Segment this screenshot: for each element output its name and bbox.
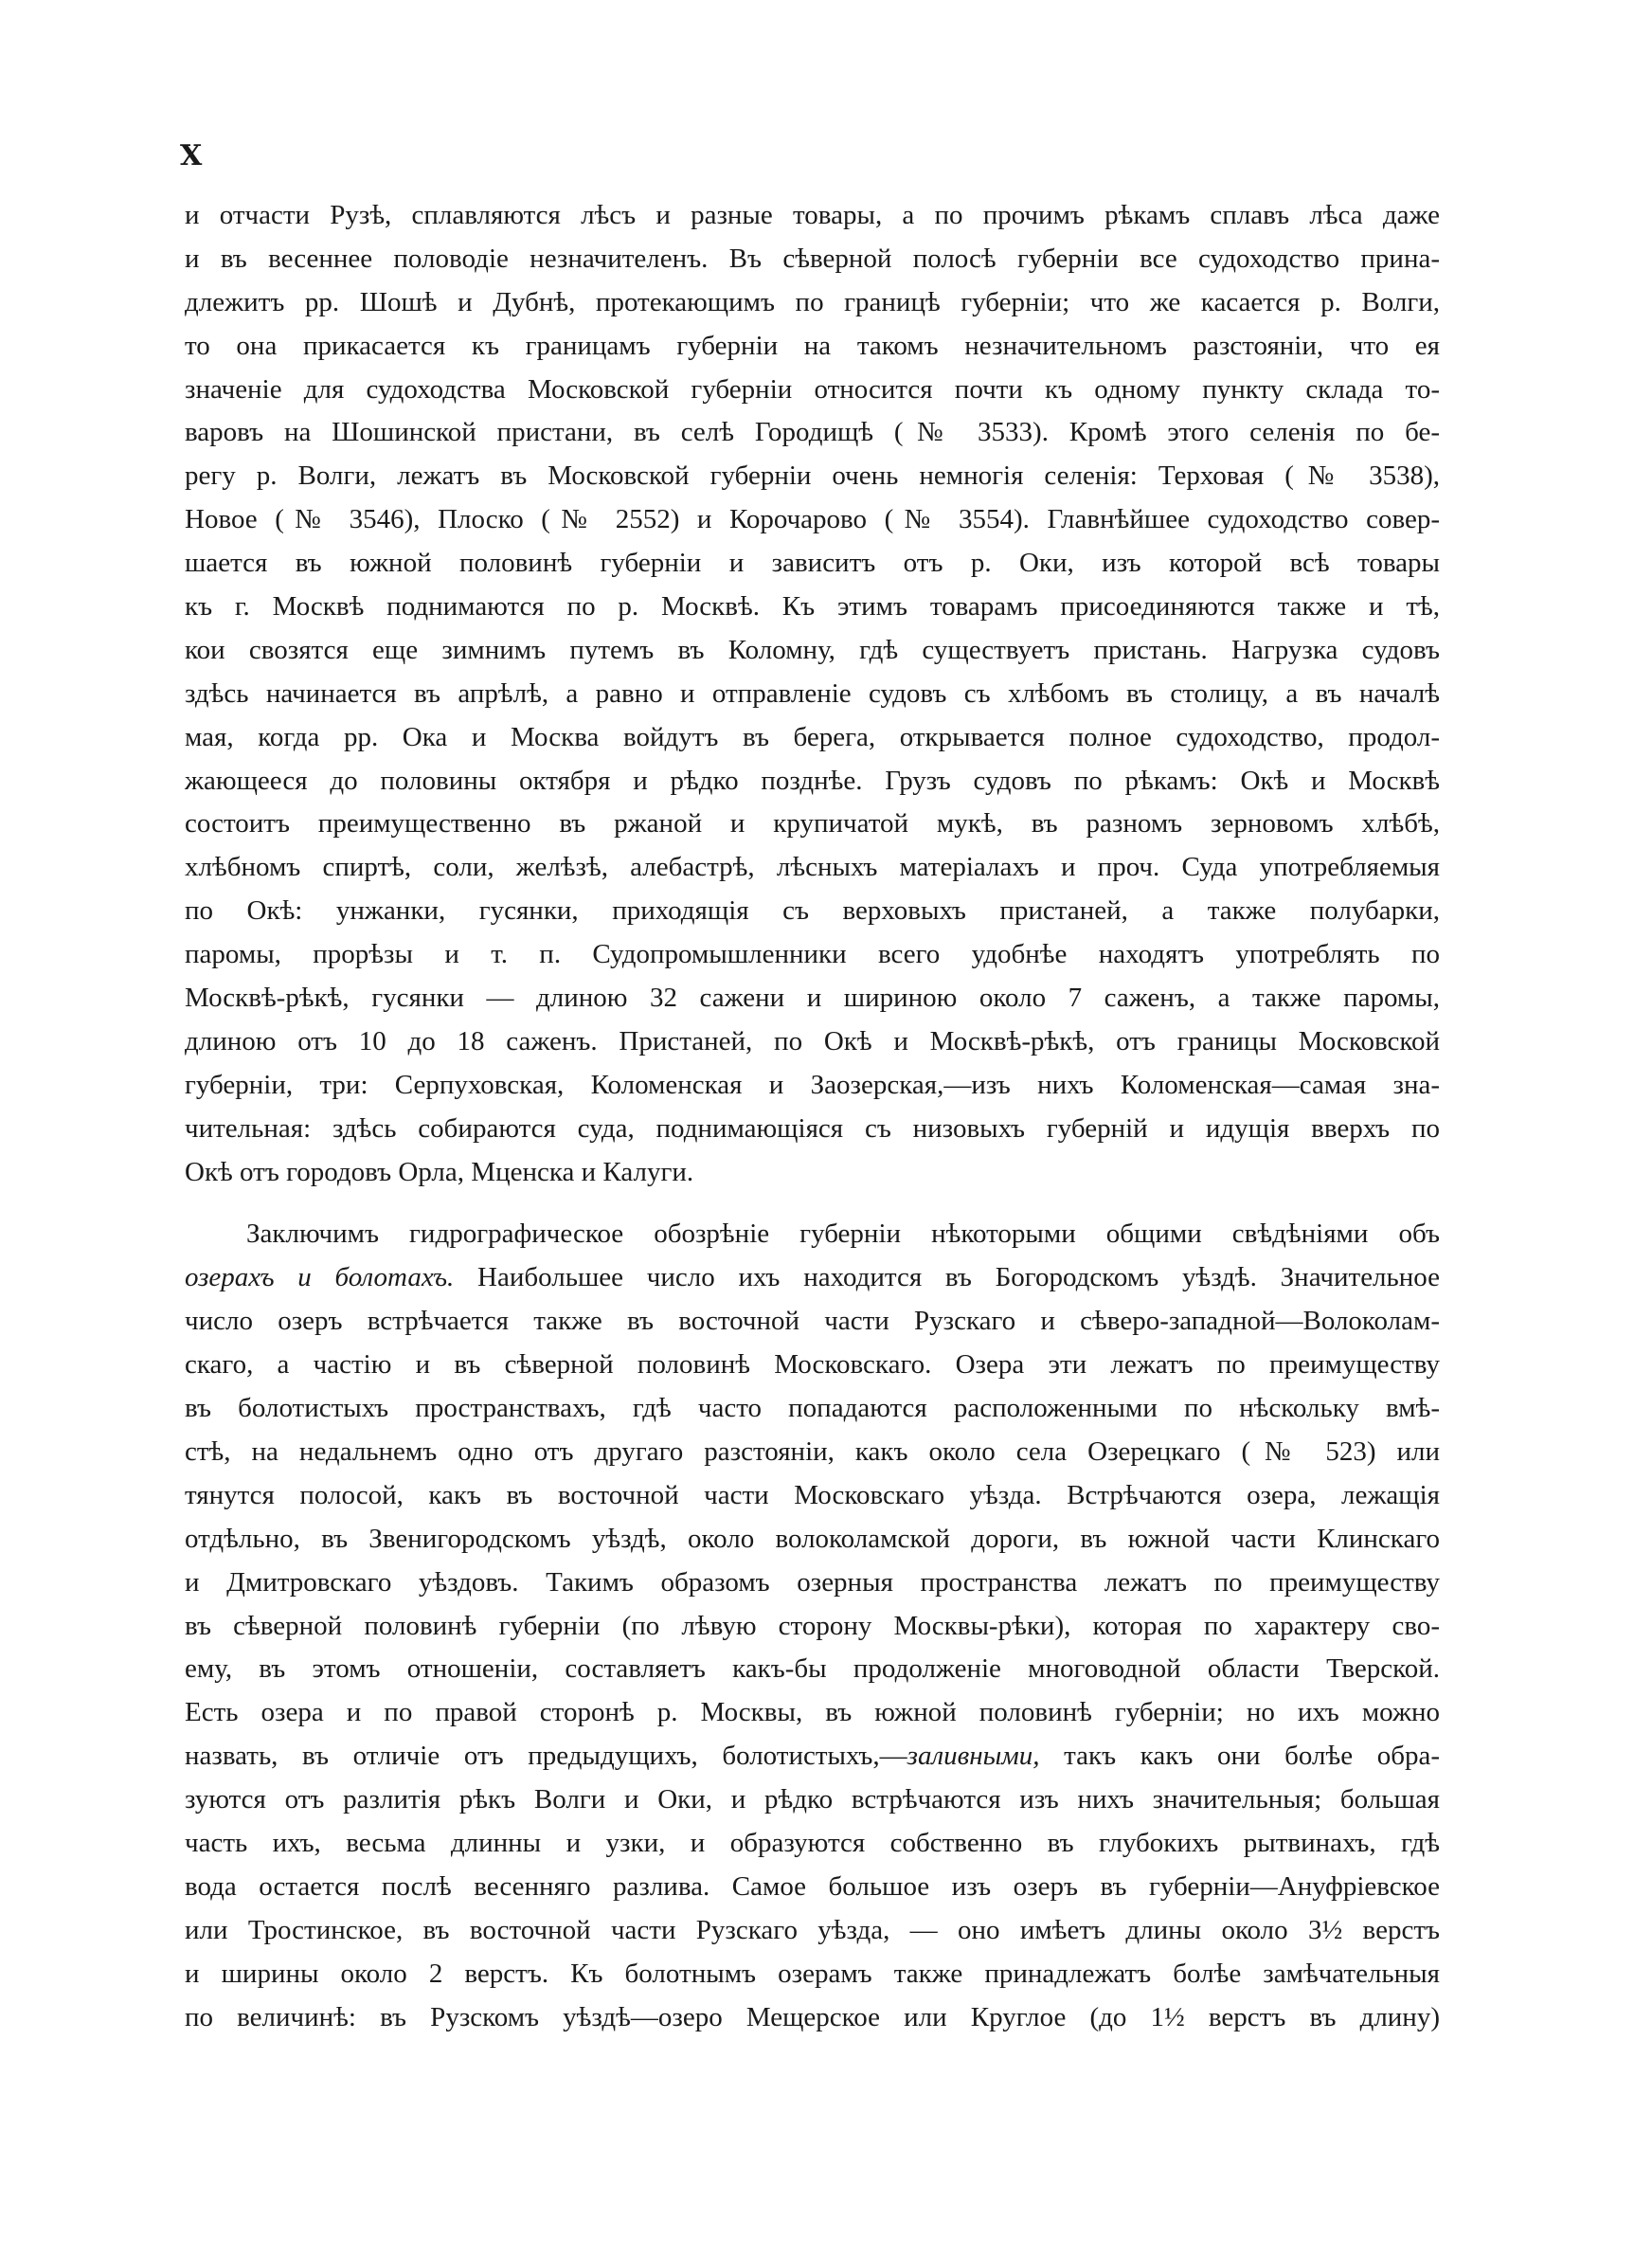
page-number: X bbox=[180, 139, 204, 172]
text-line: отдѣльно, въ Звенигородскомъ уѣздѣ, около волоколамской дороги, въ южной части Клинскаго bbox=[185, 1523, 1440, 1554]
text-line: Новое (№ 3546), Плоско (№ 2552) и Корочарово (№ 3554). Главнѣйшее судоходство совер- bbox=[185, 504, 1440, 535]
text-line: къ г. Москвѣ поднимаются по р. Москвѣ. Къ этимъ товарамъ присоединяются также и тѣ, bbox=[185, 591, 1440, 623]
paragraph-1 bbox=[185, 194, 1440, 1194]
text-line: паромы, прорѣзы и т. п. Судопромышленники всего удобнѣе находятъ употреблять по bbox=[185, 939, 1440, 970]
text-line: варовъ на Шошинской пристани, въ селѣ Городищѣ (№ 3533). Кромѣ этого селенія по бе- bbox=[185, 417, 1440, 448]
text-line: вода остается послѣ весенняго разлива. Самое большое изъ озеръ въ губерніи—Ануфріевское bbox=[185, 1870, 1440, 1902]
text-line: и въ весеннее половодіе незначителенъ. Въ сѣверной полосѣ губерніи все судоходство прина- bbox=[185, 243, 1440, 274]
text-line: мая, когда рр. Ока и Москва войдутъ въ берега, открывается полное судоходство, продол- bbox=[185, 721, 1440, 752]
text-line: Есть озера и по правой сторонѣ р. Москвы, въ южной половинѣ губерніи; но ихъ можно bbox=[185, 1697, 1440, 1728]
text-line: то она прикасается къ границамъ губерніи на такомъ незначительномъ разстояніи, что ея bbox=[185, 330, 1440, 361]
text-line: регу р. Волги, лежатъ въ Московской губерніи очень немногія селенія: Терховая (№ 3538), bbox=[185, 460, 1440, 492]
text-line: зуются отъ разлитія рѣкъ Волги и Оки, и рѣдко встрѣчаются изъ нихъ значительныя; большая bbox=[185, 1784, 1440, 1815]
text-line: Окѣ отъ городовъ Орла, Мценска и Калуги. bbox=[185, 1156, 694, 1187]
text-line: состоитъ преимущественно въ ржаной и крупичатой мукѣ, въ разномъ зерновомъ хлѣбѣ, bbox=[185, 808, 1440, 840]
text-line: здѣсь начинается въ апрѣлѣ, а равно и отправленіе судовъ съ хлѣбомъ въ столицу, а въ началѣ bbox=[185, 677, 1440, 709]
text-span: назвать, въ отличіе отъ предыдущихъ, болотистыхъ,— bbox=[185, 1741, 907, 1772]
text-span: такъ какъ они болѣе обра- bbox=[1039, 1741, 1440, 1772]
body-text bbox=[185, 194, 1440, 2039]
text-line: ему, въ этомъ отношеніи, составляетъ какъ-бы продолженіе многоводной области Тверской. bbox=[185, 1653, 1440, 1685]
text-line: по Окѣ: унжанки, гусянки, приходящія съ верховыхъ пристаней, а также полубарки, bbox=[185, 895, 1440, 927]
text-line: въ болотистыхъ пространствахъ, гдѣ часто попадаются расположенными по нѣскольку вмѣ- bbox=[185, 1393, 1440, 1424]
text-line: и отчасти Рузѣ, сплавляются лѣсъ и разные товары, а по прочимъ рѣкамъ сплавъ лѣса даже bbox=[185, 200, 1440, 230]
text-line: кои свозятся еще зимнимъ путемъ въ Коломну, гдѣ существуетъ пристань. Нагрузка судовъ bbox=[185, 634, 1440, 665]
text-line: часть ихъ, весьма длинны и узки, и образуются собственно въ глубокихъ рытвинахъ, гдѣ bbox=[185, 1827, 1440, 1858]
text-line: скаго, а частію и въ сѣверной половинѣ Московскаго. Озера эти лежатъ по преимуществу bbox=[185, 1349, 1440, 1381]
text-line: губерніи, три: Серпуховская, Коломенская и Заозерская,—изъ нихъ Коломенская—самая зна- bbox=[185, 1069, 1440, 1100]
paragraph-2 bbox=[185, 1213, 1440, 2039]
text-line: или Тростинское, въ восточной части Рузскаго уѣзда, — оно имѣетъ длины около 3½ верстъ bbox=[185, 1914, 1440, 1945]
text-line: жающееся до половины октября и рѣдко позднѣе. Грузъ судовъ по рѣкамъ: Окѣ и Москвѣ bbox=[185, 765, 1440, 796]
text-line: Заключимъ гидрографическое обозрѣніе губерніи нѣкоторыми общими свѣдѣніями объ bbox=[246, 1219, 1440, 1250]
text-line: Москвѣ-рѣкѣ, гусянки — длиною 32 сажени и шириною около 7 саженъ, а также паромы, bbox=[185, 983, 1440, 1014]
text-line: шается въ южной половинѣ губерніи и зависитъ отъ р. Оки, изъ которой всѣ товары bbox=[185, 548, 1440, 579]
text-line: тянутся полосой, какъ въ восточной части Московскаго уѣзда. Встрѣчаются озера, лежащія bbox=[185, 1479, 1440, 1510]
text-line: хлѣбномъ спиртѣ, соли, желѣзѣ, алебастрѣ, лѣсныхъ матеріалахъ и проч. Суда употребляемыя bbox=[185, 852, 1440, 883]
text-line bbox=[185, 1256, 1440, 1300]
text-line: и Дмитровскаго уѣздовъ. Такимъ образомъ озерныя пространства лежатъ по преимуществу bbox=[185, 1566, 1440, 1598]
text-line: въ сѣверной половинѣ губерніи (по лѣвую сторону Москвы-рѣки), которая по характеру сво- bbox=[185, 1610, 1440, 1641]
text-line bbox=[185, 1735, 1440, 1779]
text-line: длиною отъ 10 до 18 саженъ. Пристаней, по Окѣ и Москвѣ-рѣкѣ, отъ границы Московской bbox=[185, 1025, 1440, 1056]
text-span: Наибольшее число ихъ находится въ Богородскомъ уѣздѣ. Значительное bbox=[454, 1262, 1441, 1293]
italic-term: заливными, bbox=[907, 1741, 1040, 1772]
paragraph-gap bbox=[185, 1194, 1440, 1213]
text-line: число озеръ встрѣчается также въ восточной части Рузскаго и сѣверо-западной—Волоколам- bbox=[185, 1306, 1440, 1337]
text-line: чительная: здѣсь собираются суда, поднимающіяся съ низовыхъ губерній и идущія вверхъ по bbox=[185, 1112, 1440, 1144]
text-line: и ширины около 2 верстъ. Къ болотнымъ озерамъ также принадлежатъ болѣе замѣчательныя bbox=[185, 1958, 1440, 1989]
text-line: стѣ, на недальнемъ одно отъ другаго разстояніи, какъ около села Озерецкаго (№ 523) или bbox=[185, 1435, 1440, 1467]
text-line: по величинѣ: въ Рузскомъ уѣздѣ—озеро Мещерское или Круглое (до 1½ верстъ въ длину) bbox=[185, 2001, 1440, 2032]
text-line: значеніе для судоходства Московской губерніи относится почти къ одному пункту склада то- bbox=[185, 373, 1440, 405]
italic-term: озерахъ и болотахъ. bbox=[185, 1262, 455, 1293]
text-line: длежитъ рр. Шошѣ и Дубнѣ, протекающимъ по границѣ губерніи; что же касается р. Волги, bbox=[185, 286, 1440, 317]
